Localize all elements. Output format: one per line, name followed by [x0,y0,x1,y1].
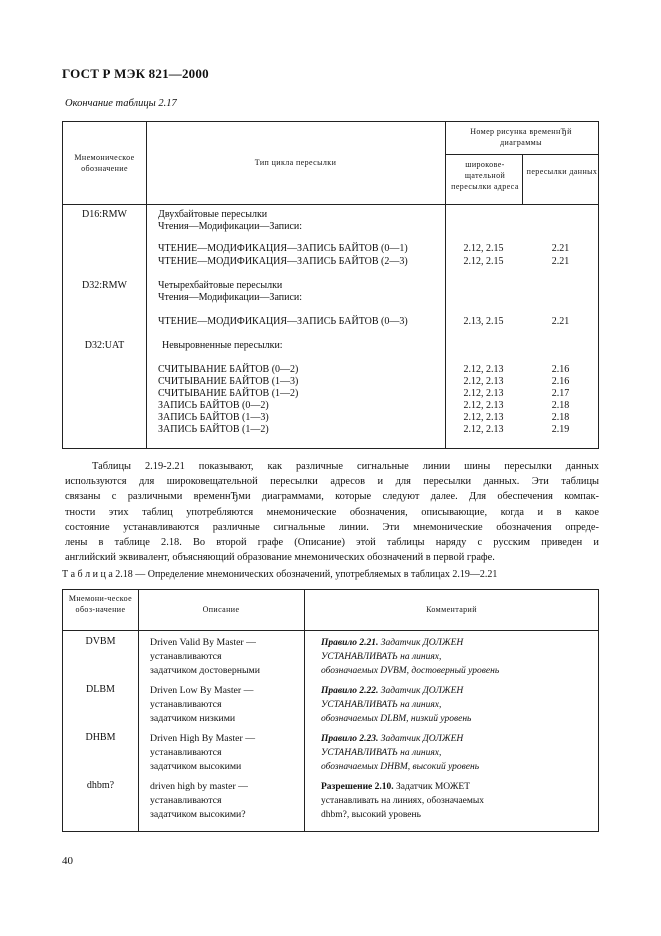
row-data-figure: 2.16 [551,376,570,387]
row-description-line: Driven Valid By Master — [150,637,256,648]
row-data-figure: 2.18 [551,400,570,411]
row-comment-line: обозначаемых DLBM, низкий уровень [321,714,472,724]
page-number: 40 [62,855,73,867]
row-mnemonic: DHBM [85,732,116,743]
header-broadcast: широкове-щательной пересылки адреса [451,160,519,191]
rule-text: Задатчик ДОЛЖЕН [378,686,464,696]
row-mnemonic: D16:RMW [82,209,127,220]
row-cycle-text: Невыровненные пересылки: [162,340,283,351]
rule-text: Задатчик МОЖЕТ [393,782,471,792]
row-comment-line: dhbm?, высокий уровень [321,810,421,820]
row-broadcast-figure: 2.12, 2.15 [463,256,504,267]
row-description-line: задатчиком высокими? [150,809,246,820]
row-description-line: устанавливаются [150,651,222,662]
header-description: Описание [202,605,240,614]
row-broadcast-figure: 2.12, 2.13 [463,388,504,399]
rule-title: Правило 2.21. [321,638,379,648]
row-cycle-text: СЧИТЫВАНИЕ БАЙТОВ (1—3) [158,376,299,387]
row-description-line: устанавливаются [150,699,222,710]
row-cycle-text: ЗАПИСЬ БАЙТОВ (1—2) [158,424,269,435]
col-divider [522,155,523,204]
paragraph-line: лены в таблице 2.18. Во второй графе (Описание) этой таблицы наряду с русским приведен и [65,537,599,549]
rule-text: Задатчик ДОЛЖЕН [378,734,464,744]
row-broadcast-figure: 2.12, 2.13 [463,376,504,387]
row-description-line: задатчиком высокими [150,761,242,772]
row-cycle-text: ЗАПИСЬ БАЙТОВ (0—2) [158,400,269,411]
row-comment-line: УСТАНАВЛИВАТЬ на линиях, [321,652,442,662]
header-data: пересылки данных [526,167,598,176]
row-comment-line: обозначаемых DHBM, высокий уровень [321,762,480,772]
col-divider [138,590,139,831]
document-header: ГОСТ Р МЭК 821—2000 [62,66,209,81]
row-data-figure: 2.21 [551,256,570,267]
row-cycle-text: СЧИТЫВАНИЕ БАЙТОВ (1—2) [158,388,299,399]
row-broadcast-figure: 2.12, 2.13 [463,400,504,411]
header-divider [63,204,598,205]
rule-text: Задатчик ДОЛЖЕН [378,638,464,648]
header-subdivider [445,154,598,155]
row-cycle-text: Чтения—Модификации—Записи: [158,292,303,303]
row-comment-line [321,732,463,746]
header-cycle-type: Тип цикла пересылки [254,158,337,167]
row-cycle-text: ЧТЕНИЕ—МОДИФИКАЦИЯ—ЗАПИСЬ БАЙТОВ (2—3) [158,256,408,267]
row-data-figure: 2.16 [551,364,570,375]
paragraph-line: тности этих таблиц употребляются мнемонические обозначения, описывающие, когда и в какое [65,506,599,518]
row-mnemonic: D32:UAT [84,340,125,351]
rule-title: Правило 2.23. [321,734,379,744]
table-2-17 [62,121,599,449]
header-mnemonic: Мнемоническое обозначение [74,153,135,173]
header-mnemonic: Мнемони-ческое обоз-начение [68,594,133,614]
row-description-line: задатчиком низкими [150,713,236,724]
row-data-figure: 2.18 [551,412,570,423]
row-mnemonic: D32:RMW [82,280,127,291]
row-description-line: устанавливаются [150,795,222,806]
row-description-line: driven high by master — [150,781,248,792]
table-2-18 [62,589,599,832]
row-cycle-text: ЧТЕНИЕ—МОДИФИКАЦИЯ—ЗАПИСЬ БАЙТОВ (0—1) [158,243,408,254]
header-divider [63,630,598,631]
rule-title: Разрешение 2.10. [321,782,394,792]
row-comment-line: УСТАНАВЛИВАТЬ на линиях, [321,748,442,758]
table-continuation-label: Окончание таблицы 2.17 [65,98,177,109]
rule-title: Правило 2.22. [321,686,379,696]
row-cycle-text: Четырехбайтовые пересылки [158,280,283,291]
row-data-figure: 2.17 [551,388,570,399]
row-data-figure: 2.19 [551,424,570,435]
row-comment-line [321,780,470,794]
row-description-line: Driven Low By Master — [150,685,254,696]
row-broadcast-figure: 2.12, 2.13 [463,412,504,423]
row-cycle-text: ЗАПИСЬ БАЙТОВ (1—3) [158,412,269,423]
row-description-line: устанавливаются [150,747,222,758]
row-comment-line [321,636,463,650]
body-paragraph [65,459,599,565]
paragraph-line: Таблицы 2.19-2.21 показывают, как различные сигнальные линии шины пересылки данных [92,461,599,472]
col-divider [304,590,305,831]
row-comment-line [321,684,463,698]
paragraph-line: состояние устанавливаются различные сигнальные линии. Эти мнемонические обозначения опреде- [65,521,599,533]
table-caption: Т а б л и ц а 2.18 — Определение мнемонических обозначений, употребляемых в таблицах 2.19—2.21 [62,569,498,580]
row-broadcast-figure: 2.12, 2.13 [463,364,504,375]
row-cycle-text: Двухбайтовые пересылки [158,209,268,220]
row-cycle-text: СЧИТЫВАНИЕ БАЙТОВ (0—2) [158,364,299,375]
row-mnemonic: DLBM [86,684,115,695]
row-description-line: Driven High By Master — [150,733,256,744]
row-cycle-text: ЧТЕНИЕ—МОДИФИКАЦИЯ—ЗАПИСЬ БАЙТОВ (0—3) [158,316,408,327]
row-cycle-text: Чтения—Модификации—Записи: [158,221,303,232]
paragraph-line: используются для широковещательной пересылки адресов и для пересылки данных. Эти таблицы [65,476,599,488]
header-figure-number: Номер рисунка временнЂй диаграммы [470,127,572,147]
row-comment-line: УСТАНАВЛИВАТЬ на линиях, [321,700,442,710]
row-data-figure: 2.21 [551,243,570,254]
row-comment-line: устанавливать на линиях, обозначаемых [321,796,485,806]
row-mnemonic: DVBM [85,636,116,647]
row-broadcast-figure: 2.12, 2.13 [463,424,504,435]
row-comment-line: обозначаемых DVBM, достоверный уровень [321,666,500,676]
row-mnemonic: dhbm? [86,780,115,791]
col-divider [146,122,147,448]
paragraph-line: связаны с различными временнЂми диаграммами, которые следуют далее. Для обеспечения компак- [65,491,599,503]
header-comment: Комментарий [426,605,477,614]
row-broadcast-figure: 2.12, 2.15 [463,243,504,254]
row-description-line: задатчиком достоверными [150,665,260,676]
row-data-figure: 2.21 [551,316,570,327]
row-broadcast-figure: 2.13, 2.15 [463,316,504,327]
paragraph-line: английский эквивалент, объясняющий образование мнемонических обозначений в первой графе. [65,552,495,564]
